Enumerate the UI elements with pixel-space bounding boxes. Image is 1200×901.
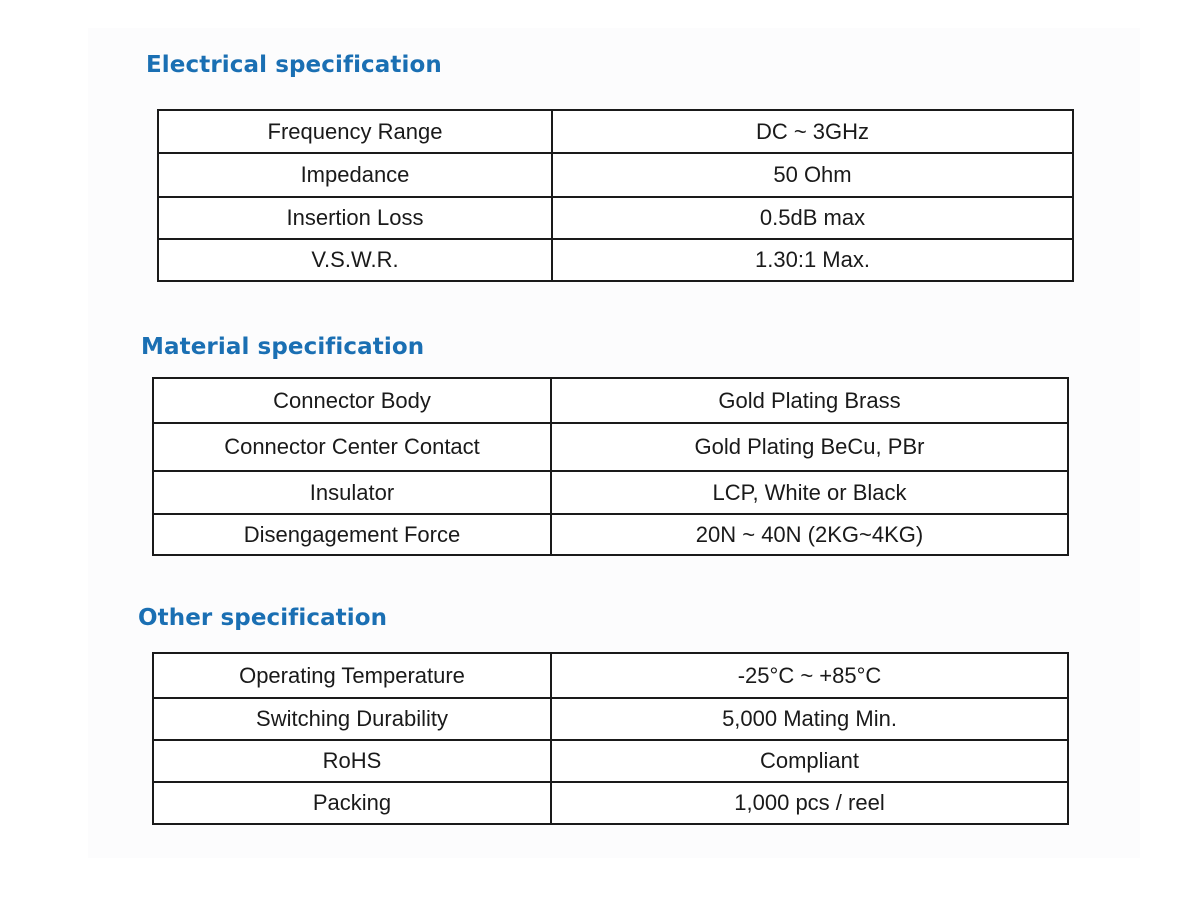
table-row bbox=[153, 471, 1068, 514]
value-cell: 20N ~ 40N (2KG~4KG) bbox=[551, 514, 1068, 555]
param-cell: Packing bbox=[153, 782, 551, 824]
param-cell: RoHS bbox=[153, 740, 551, 782]
table-row bbox=[153, 514, 1068, 555]
value-cell: Compliant bbox=[551, 740, 1068, 782]
param-cell: Connector Center Contact bbox=[153, 423, 551, 471]
electrical-section-title: Electrical specification bbox=[146, 52, 442, 78]
param-cell: V.S.W.R. bbox=[158, 239, 552, 281]
value-cell: 0.5dB max bbox=[552, 197, 1073, 239]
param-cell: Impedance bbox=[158, 153, 552, 197]
material-section-title: Material specification bbox=[141, 334, 425, 360]
table-row bbox=[158, 239, 1073, 281]
value-cell: 1.30:1 Max. bbox=[552, 239, 1073, 281]
value-cell: DC ~ 3GHz bbox=[552, 110, 1073, 153]
param-cell: Switching Durability bbox=[153, 698, 551, 740]
other-spec-table bbox=[152, 652, 1069, 825]
value-cell: Gold Plating Brass bbox=[551, 378, 1068, 423]
param-cell: Frequency Range bbox=[158, 110, 552, 153]
param-cell: Insertion Loss bbox=[158, 197, 552, 239]
material-spec-table bbox=[152, 377, 1069, 556]
param-cell: Insulator bbox=[153, 471, 551, 514]
value-cell: LCP, White or Black bbox=[551, 471, 1068, 514]
table-row bbox=[153, 782, 1068, 824]
param-cell: Connector Body bbox=[153, 378, 551, 423]
value-cell: 1,000 pcs / reel bbox=[551, 782, 1068, 824]
table-row bbox=[158, 153, 1073, 197]
param-cell: Operating Temperature bbox=[153, 653, 551, 698]
table-row bbox=[153, 653, 1068, 698]
table-row bbox=[158, 110, 1073, 153]
electrical-spec-table bbox=[157, 109, 1074, 282]
table-row bbox=[153, 698, 1068, 740]
value-cell: -25°C ~ +85°C bbox=[551, 653, 1068, 698]
other-section-title: Other specification bbox=[138, 605, 388, 631]
table-row bbox=[153, 423, 1068, 471]
table-row bbox=[153, 378, 1068, 423]
param-cell: Disengagement Force bbox=[153, 514, 551, 555]
value-cell: Gold Plating BeCu, PBr bbox=[551, 423, 1068, 471]
value-cell: 5,000 Mating Min. bbox=[551, 698, 1068, 740]
table-row bbox=[158, 197, 1073, 239]
value-cell: 50 Ohm bbox=[552, 153, 1073, 197]
table-row bbox=[153, 740, 1068, 782]
